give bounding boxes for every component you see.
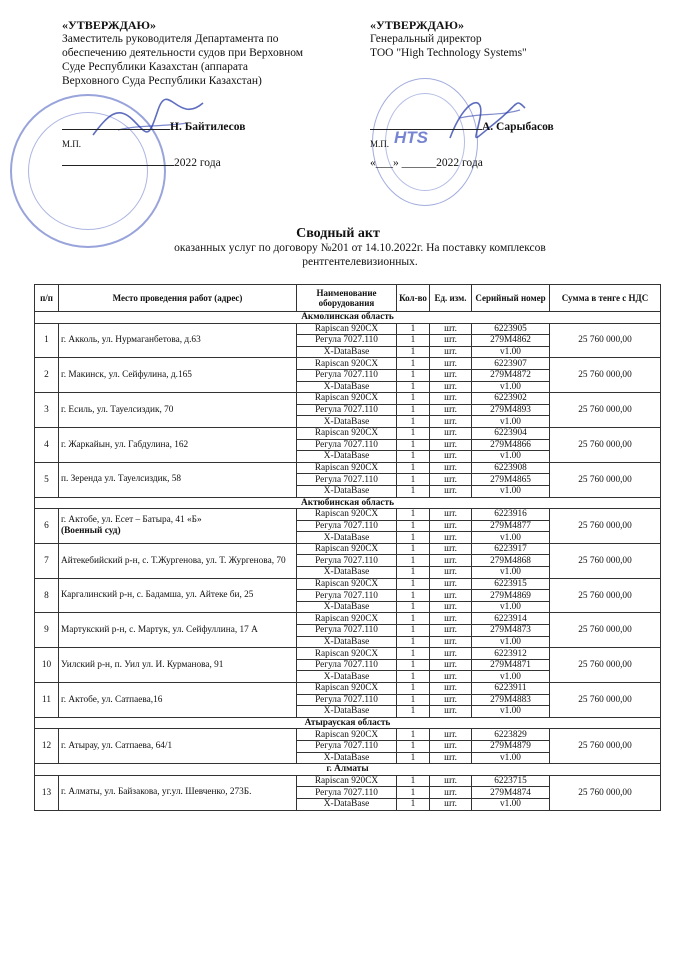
table-row [35,462,661,474]
quantity: 1 [397,601,430,613]
unit: шт. [430,323,472,335]
serial-number: v1.00 [472,416,550,428]
row-number: 5 [35,462,59,497]
quantity: 1 [397,567,430,579]
equipment-name: X-DataBase [297,381,397,393]
quantity: 1 [397,358,430,370]
quantity: 1 [397,659,430,671]
row-number: 10 [35,648,59,683]
equipment-name: X-DataBase [297,532,397,544]
quantity: 1 [397,798,430,810]
address-text: Уилский р-н, п. Уил ул. И. Курманова, 91 [61,659,224,670]
table-row [35,543,661,555]
address-text: г. Акколь, ул. Нурмаганбетова, д.63 [61,335,201,346]
region-row [35,312,661,324]
serial-number: 279M4865 [472,474,550,486]
serial-number: v1.00 [472,752,550,764]
address-text: Айтекебийский р-н, с. Т.Жургенова, ул. Т. Жургенова, 70 [61,555,286,566]
services-table [34,284,661,811]
address-cell [59,775,297,810]
equipment-name: X-DataBase [297,451,397,463]
serial-number: 279M4871 [472,659,550,671]
equipment-name: Rapiscan 920CX [297,393,397,405]
unit: шт. [430,451,472,463]
document-title: Сводный акт [296,226,380,241]
row-number: 7 [35,543,59,578]
quantity: 1 [397,393,430,405]
serial-number: v1.00 [472,601,550,613]
quantity: 1 [397,648,430,660]
region-name: Атырауская область [35,717,661,729]
sum-amount: 25 760 000,00 [550,729,661,764]
quantity: 1 [397,509,430,521]
quantity: 1 [397,775,430,787]
unit: шт. [430,335,472,347]
equipment-name: Регула 7027.110 [297,404,397,416]
table-row [35,775,661,787]
unit: шт. [430,787,472,799]
serial-number: v1.00 [472,485,550,497]
row-number: 4 [35,427,59,462]
signatory-right-name: А. Сарыбасов [482,121,554,133]
approval-line: Суде Республики Казахстан (аппарата [62,61,248,73]
quantity: 1 [397,752,430,764]
quantity: 1 [397,520,430,532]
equipment-name: Rapiscan 920CX [297,543,397,555]
unit: шт. [430,694,472,706]
mp-right: М.П. [370,139,390,149]
document-subtitle: оказанных услуг по договору №201 от 14.10.2022г. На поставку комплексов рентгентелевизионных. [174,242,546,268]
address-note: (Военный суд) [61,525,121,536]
address-cell [59,509,297,544]
signatory-right-line [370,121,630,133]
unit: шт. [430,729,472,741]
serial-number: 279M4893 [472,404,550,416]
region-name: Актюбинская область [35,497,661,509]
equipment-name: Rapiscan 920CX [297,648,397,660]
serial-number: 6223911 [472,683,550,695]
quantity: 1 [397,683,430,695]
quantity: 1 [397,369,430,381]
serial-number: 6223912 [472,648,550,660]
serial-number: 279M4879 [472,740,550,752]
sum-amount: 25 760 000,00 [550,648,661,683]
unit: шт. [430,439,472,451]
sum-amount: 25 760 000,00 [550,393,661,428]
equipment-name: Регула 7027.110 [297,335,397,347]
equipment-name: X-DataBase [297,798,397,810]
serial-number: 6223914 [472,613,550,625]
sum-amount: 25 760 000,00 [550,543,661,578]
row-number: 8 [35,578,59,613]
quantity: 1 [397,578,430,590]
quantity: 1 [397,740,430,752]
address-text: г. Актобе, ул. Есет – Батыра, 41 «Б» [61,515,202,526]
equipment-name: Rapiscan 920CX [297,358,397,370]
region-name: Акмолинская область [35,312,661,324]
approval-line: обеспечению деятельности судов при Верховном [62,47,304,59]
serial-number: 279M4862 [472,335,550,347]
quantity: 1 [397,462,430,474]
approval-line: Заместитель руководителя Департамента по [62,33,279,45]
address-cell [59,543,297,578]
sum-amount: 25 760 000,00 [550,427,661,462]
equipment-name: Регула 7027.110 [297,694,397,706]
serial-number: 279M4883 [472,694,550,706]
quantity: 1 [397,694,430,706]
equipment-name: Регула 7027.110 [297,439,397,451]
unit: шт. [430,520,472,532]
serial-number: 6223904 [472,427,550,439]
sum-amount: 25 760 000,00 [550,323,661,358]
quantity: 1 [397,625,430,637]
address-cell [59,462,297,497]
address-cell [59,323,297,358]
equipment-name: X-DataBase [297,636,397,648]
date-right-prefix: «___» ______ [370,157,437,169]
serial-number: v1.00 [472,567,550,579]
address-cell [59,393,297,428]
equipment-name: Регула 7027.110 [297,555,397,567]
unit: шт. [430,427,472,439]
unit: шт. [430,532,472,544]
equipment-name: Rapiscan 920CX [297,729,397,741]
region-name: г. Алматы [35,764,661,776]
serial-number: 6223907 [472,358,550,370]
unit: шт. [430,625,472,637]
address-text: Мартукский р-н, с. Мартук, ул. Сейфуллина, 17 А [61,625,258,636]
quantity: 1 [397,346,430,358]
quantity: 1 [397,323,430,335]
equipment-name: X-DataBase [297,752,397,764]
serial-number: 6223917 [472,543,550,555]
unit: шт. [430,543,472,555]
quantity: 1 [397,532,430,544]
serial-number: 6223908 [472,462,550,474]
serial-number: v1.00 [472,381,550,393]
serial-number: v1.00 [472,346,550,358]
quantity: 1 [397,485,430,497]
address-cell [59,358,297,393]
quantity: 1 [397,729,430,741]
address-text: Каргалинский р-н, с. Бадамша, ул. Айтеке би, 25 [61,590,254,601]
company-logo: HTS [394,128,428,147]
sum-amount: 25 760 000,00 [550,683,661,718]
date-right: 2022 года [436,157,483,169]
unit: шт. [430,636,472,648]
quantity: 1 [397,706,430,718]
address-cell [59,648,297,683]
serial-number: 279M4873 [472,625,550,637]
table-row [35,393,661,405]
quantity: 1 [397,787,430,799]
serial-number: 279M4872 [472,369,550,381]
serial-number: 279M4868 [472,555,550,567]
equipment-name: X-DataBase [297,346,397,358]
quantity: 1 [397,590,430,602]
equipment-name: X-DataBase [297,416,397,428]
equipment-name: Rapiscan 920CX [297,427,397,439]
header-cell: Сумма в тенге с НДС [550,285,661,312]
unit: шт. [430,485,472,497]
header-cell: Наименование оборудования [297,285,397,312]
address-cell [59,613,297,648]
date-left: 2022 года [174,157,221,169]
date-left-line [62,157,221,169]
equipment-name: X-DataBase [297,671,397,683]
quantity: 1 [397,335,430,347]
table-row [35,509,661,521]
quantity: 1 [397,427,430,439]
table-row [35,358,661,370]
serial-number: v1.00 [472,671,550,683]
approval-line: Верховного Суда Республики Казахстан) [62,75,262,87]
sum-amount: 25 760 000,00 [550,462,661,497]
unit: шт. [430,346,472,358]
address-text: г. Макинск, ул. Сейфулина, д.165 [61,370,192,381]
address-text: г. Алматы, ул. Байзакова, уг.ул. Шевченко, 273Б. [61,787,252,798]
equipment-name: X-DataBase [297,706,397,718]
serial-number: 6223715 [472,775,550,787]
equipment-name: Регула 7027.110 [297,520,397,532]
address-text: г. Актобе, ул. Сатпаева,16 [61,694,163,705]
signatory-left-name: Н. Байтилесов [170,121,246,133]
unit: шт. [430,567,472,579]
quantity: 1 [397,543,430,555]
approval-block-left [62,18,362,88]
serial-number: v1.00 [472,532,550,544]
row-number: 9 [35,613,59,648]
signature-right [440,88,530,148]
equipment-name: Rapiscan 920CX [297,323,397,335]
equipment-name: Регула 7027.110 [297,740,397,752]
equipment-name: Rapiscan 920CX [297,578,397,590]
unit: шт. [430,555,472,567]
unit: шт. [430,613,472,625]
quantity: 1 [397,404,430,416]
header-cell: Серийный номер [472,285,550,312]
unit: шт. [430,462,472,474]
signature-left [88,95,208,145]
quantity: 1 [397,671,430,683]
address-text: п. Зеренда ул. Тауелсиздик, 58 [61,474,182,485]
serial-number: 279M4874 [472,787,550,799]
serial-number: v1.00 [472,798,550,810]
equipment-name: Регула 7027.110 [297,625,397,637]
region-row [35,717,661,729]
row-number: 3 [35,393,59,428]
unit: шт. [430,358,472,370]
row-number: 1 [35,323,59,358]
address-text: г. Атырау, ул. Сатпаева, 64/1 [61,741,173,752]
serial-number: v1.00 [472,636,550,648]
serial-number: v1.00 [472,706,550,718]
table-row [35,729,661,741]
row-number: 2 [35,358,59,393]
equipment-name: Rapiscan 920CX [297,509,397,521]
unit: шт. [430,578,472,590]
address-cell [59,683,297,718]
approval-heading: «УТВЕРЖДАЮ» [370,18,465,32]
serial-number: 6223829 [472,729,550,741]
unit: шт. [430,509,472,521]
quantity: 1 [397,439,430,451]
equipment-name: Регула 7027.110 [297,659,397,671]
approval-heading: «УТВЕРЖДАЮ» [62,18,157,32]
unit: шт. [430,775,472,787]
table-row [35,683,661,695]
equipment-name: Rapiscan 920CX [297,613,397,625]
unit: шт. [430,798,472,810]
approval-line: Генеральный директор [370,33,482,45]
quantity: 1 [397,636,430,648]
header-cell: Кол-во [397,285,430,312]
sum-amount: 25 760 000,00 [550,578,661,613]
equipment-name: Регула 7027.110 [297,474,397,486]
unit: шт. [430,404,472,416]
serial-number: 279M4866 [472,439,550,451]
address-text: г. Есиль, ул. Тауелсиздик, 70 [61,404,174,415]
sum-amount: 25 760 000,00 [550,775,661,810]
table-row [35,648,661,660]
equipment-name: Регула 7027.110 [297,590,397,602]
signatory-left-line [62,121,302,133]
region-row [35,497,661,509]
unit: шт. [430,671,472,683]
equipment-name: Регула 7027.110 [297,369,397,381]
unit: шт. [430,601,472,613]
address-cell [59,427,297,462]
sum-amount: 25 760 000,00 [550,613,661,648]
quantity: 1 [397,451,430,463]
equipment-name: X-DataBase [297,485,397,497]
quantity: 1 [397,474,430,486]
address-cell [59,578,297,613]
unit: шт. [430,416,472,428]
serial-number: 279M4869 [472,590,550,602]
unit: шт. [430,369,472,381]
equipment-name: X-DataBase [297,601,397,613]
row-number: 6 [35,509,59,544]
unit: шт. [430,381,472,393]
unit: шт. [430,752,472,764]
unit: шт. [430,740,472,752]
equipment-name: Регула 7027.110 [297,787,397,799]
date-right-line [370,157,483,169]
table-row [35,613,661,625]
mp-left: М.П. [62,139,82,149]
equipment-name: Rapiscan 920CX [297,775,397,787]
row-number: 12 [35,729,59,764]
region-row [35,764,661,776]
serial-number: 279M4877 [472,520,550,532]
unit: шт. [430,683,472,695]
quantity: 1 [397,613,430,625]
serial-number: 6223905 [472,323,550,335]
approval-line: ТОО "High Technology Systems" [370,47,527,59]
unit: шт. [430,590,472,602]
approval-block-right [370,18,630,60]
header-cell: п/п [35,285,59,312]
serial-number: 6223902 [472,393,550,405]
address-text: г. Жаркайын, ул. Габдулина, 162 [61,439,189,450]
table-body [35,312,661,811]
quantity: 1 [397,381,430,393]
unit: шт. [430,706,472,718]
header-cell: Место проведения работ (адрес) [59,285,297,312]
quantity: 1 [397,555,430,567]
sum-amount: 25 760 000,00 [550,358,661,393]
row-number: 13 [35,775,59,810]
row-number: 11 [35,683,59,718]
serial-number: 6223915 [472,578,550,590]
quantity: 1 [397,416,430,428]
unit: шт. [430,393,472,405]
table-row [35,578,661,590]
table-row [35,427,661,439]
unit: шт. [430,474,472,486]
unit: шт. [430,648,472,660]
sum-amount: 25 760 000,00 [550,509,661,544]
table-row [35,323,661,335]
equipment-name: Rapiscan 920CX [297,683,397,695]
equipment-name: X-DataBase [297,567,397,579]
address-cell [59,729,297,764]
header-cell: Ед. изм. [430,285,472,312]
table-header-row [35,285,661,312]
serial-number: v1.00 [472,451,550,463]
unit: шт. [430,659,472,671]
equipment-name: Rapiscan 920CX [297,462,397,474]
serial-number: 6223916 [472,509,550,521]
